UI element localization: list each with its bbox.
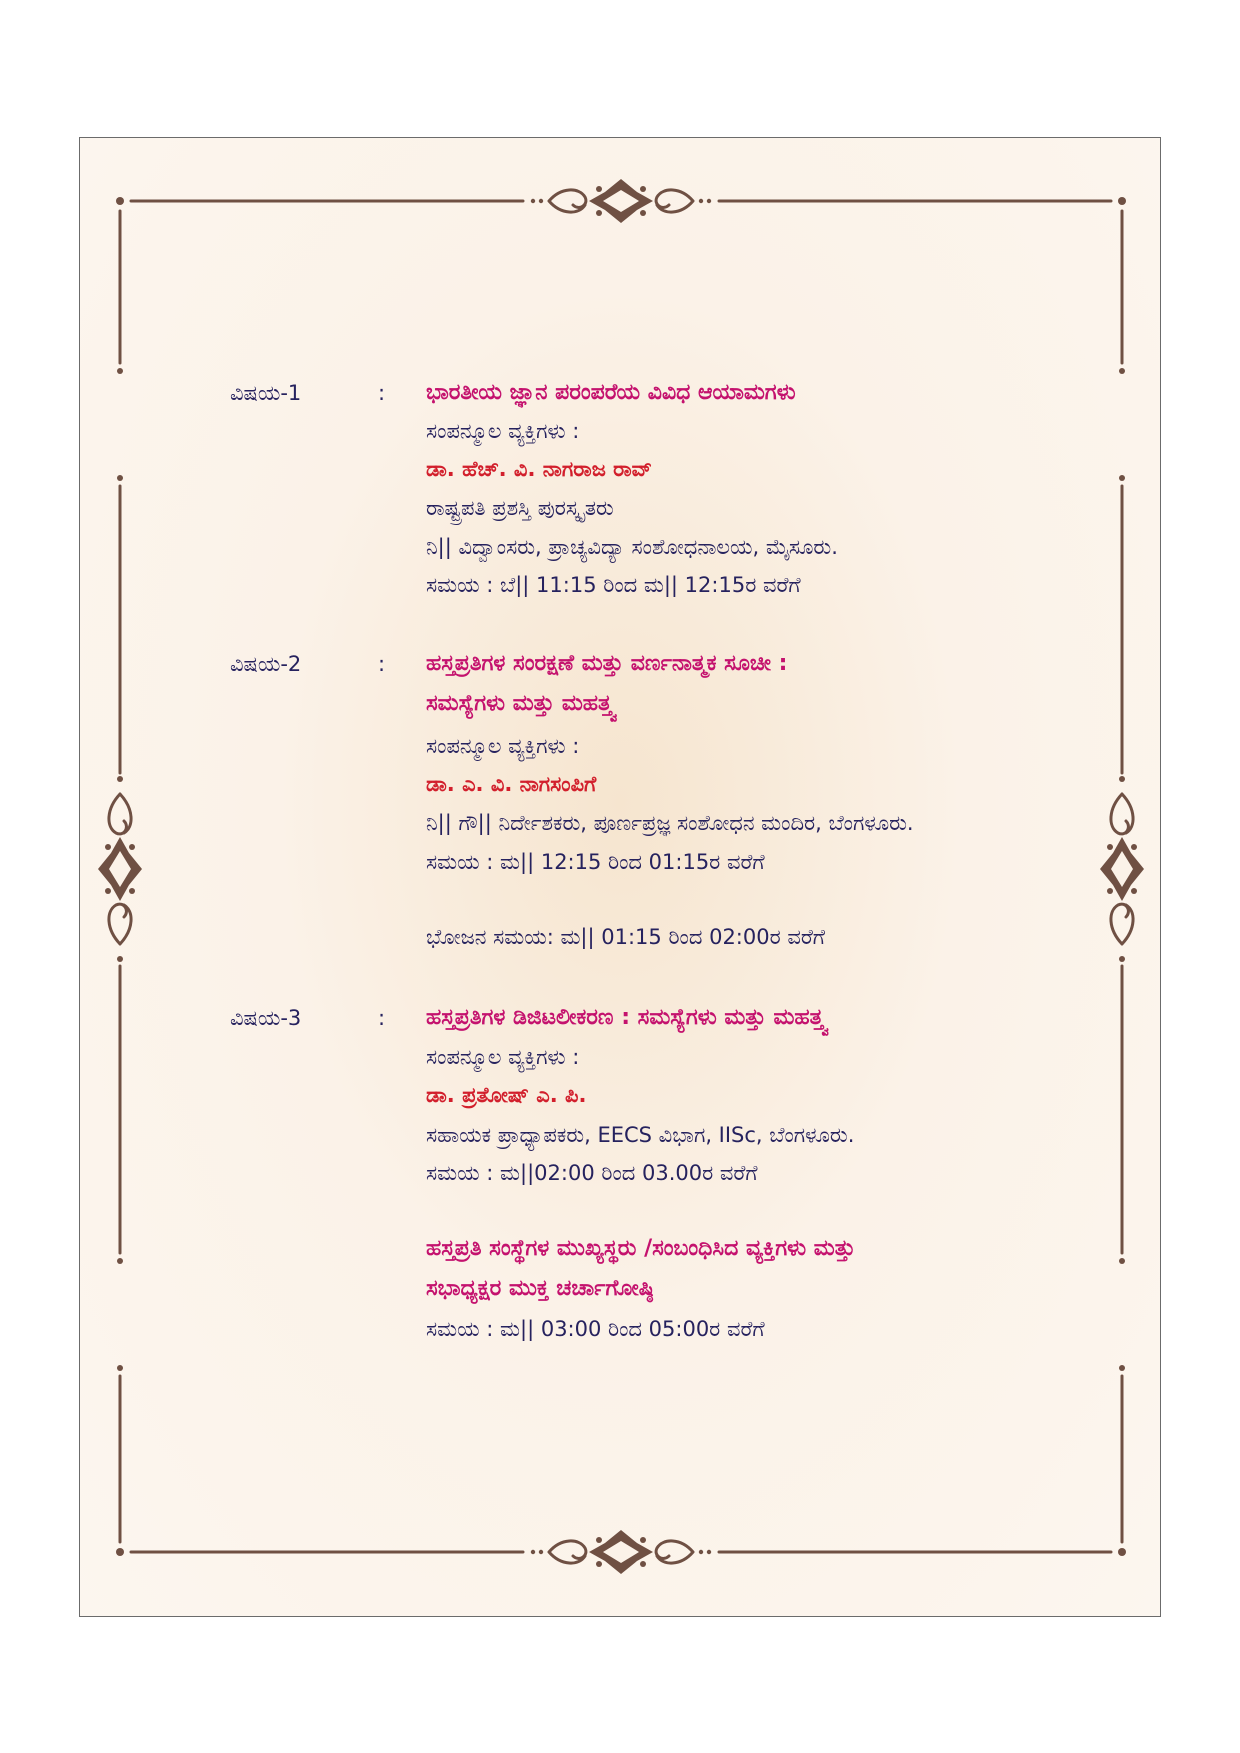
speaker-detail: ರಾಷ್ಟ್ರಪತಿ ಪ್ರಶಸ್ತಿ ಪುರಸ್ಕೃತರು xyxy=(426,496,614,520)
top-ornament-border xyxy=(131,179,1111,223)
speaker-detail: ನಿ|| ಗೌ|| ನಿರ್ದೇಶಕರು, ಪೂರ್ಣಪ್ರಜ್ಞ ಸಂಶೋಧನ ಮಂದಿರ, ಬೆಂಗಳೂರು. xyxy=(426,811,914,835)
right-ornament-motif xyxy=(1100,794,1144,944)
session-label: ವಿಷಯ-1 xyxy=(230,381,302,405)
resource-persons-label: ಸಂಪನ್ಮೂಲ ವ್ಯಕ್ತಿಗಳು : xyxy=(426,1045,580,1069)
session-title-line-2: ಸಮಸ್ಯೆಗಳು ಮತ್ತು ಮಹತ್ತ್ವ xyxy=(426,691,616,716)
resource-persons-label: ಸಂಪನ್ಮೂಲ ವ್ಯಕ್ತಿಗಳು : xyxy=(426,419,580,443)
discussion-title-line-2: ಸಭಾಧ್ಯಕ್ಷರ ಮುಕ್ತ ಚರ್ಚಾಗೋಷ್ಠಿ xyxy=(426,1276,654,1301)
session-label: ವಿಷಯ-2 xyxy=(230,652,302,676)
resource-persons-label: ಸಂಪನ್ಮೂಲ ವ್ಯಕ್ತಿಗಳು : xyxy=(426,734,580,758)
speaker-detail: ನಿ|| ವಿದ್ವಾಂಸರು, ಪ್ರಾಚ್ಯವಿದ್ಯಾ ಸಂಶೋಧನಾಲಯ, ಮೈಸೂರು. xyxy=(426,535,838,559)
discussion-title: ಹಸ್ತಪ್ರತಿ ಸಂಸ್ಥೆಗಳ ಮುಖ್ಯಸ್ಥರು /ಸಂಬಂಧಿಸಿದ ವ್ಯಕ್ತಿಗಳು ಮತ್ತು xyxy=(426,1236,856,1261)
session-colon: : xyxy=(378,381,386,405)
speaker-name: ಡಾ. ಹೆಚ್. ವಿ. ನಾಗರಾಜ ರಾವ್ xyxy=(426,457,652,481)
session-label: ವಿಷಯ-3 xyxy=(230,1006,302,1030)
invitation-card xyxy=(79,137,1161,1617)
speaker-detail: ಸಹಾಯಕ ಪ್ರಾಧ್ಯಾಪಕರು, EECS ವಿಭಾಗ, IISc, ಬೆಂಗಳೂರು. xyxy=(426,1123,855,1147)
session-time: ಸಮಯ : ಮ||02:00 ರಿಂದ 03.00ರ ವರೆಗೆ xyxy=(426,1161,758,1185)
left-ornament-motif xyxy=(98,794,142,944)
decorative-frame xyxy=(80,138,1162,1618)
lunch-time: ಭೋಜನ ಸಮಯ: ಮ|| 01:15 ರಿಂದ 02:00ರ ವರೆಗೆ xyxy=(426,925,826,949)
discussion-time: ಸಮಯ : ಮ|| 03:00 ರಿಂದ 05:00ರ ವರೆಗೆ xyxy=(426,1317,765,1341)
session-title: ಹಸ್ತಪ್ರತಿಗಳ ಡಿಜಿಟಲೀಕರಣ : ಸಮಸ್ಯೆಗಳು ಮತ್ತು ಮಹತ್ತ್ವ xyxy=(426,1005,827,1030)
speaker-name: ಡಾ. ಪ್ರತೋಷ್ ಎ. ಪಿ. xyxy=(426,1083,587,1107)
session-title: ಹಸ್ತಪ್ರತಿಗಳ ಸಂರಕ್ಷಣೆ ಮತ್ತು ವರ್ಣನಾತ್ಮಕ ಸೂಚೀ : xyxy=(426,651,788,676)
speaker-name: ಡಾ. ಎ. ವಿ. ನಾಗಸಂಪಿಗೆ xyxy=(426,772,597,796)
session-title: ಭಾರತೀಯ ಜ್ಞಾನ ಪರಂಪರೆಯ ವಿವಿಧ ಆಯಾಮಗಳು xyxy=(426,380,796,405)
session-time: ಸಮಯ : ಬೆ|| 11:15 ರಿಂದ ಮ|| 12:15ರ ವರೆಗೆ xyxy=(426,573,801,597)
bottom-ornament-border xyxy=(131,1530,1111,1574)
session-colon: : xyxy=(378,1006,386,1030)
session-colon: : xyxy=(378,652,386,676)
session-time: ಸಮಯ : ಮ|| 12:15 ರಿಂದ 01:15ರ ವರೆಗೆ xyxy=(426,850,765,874)
